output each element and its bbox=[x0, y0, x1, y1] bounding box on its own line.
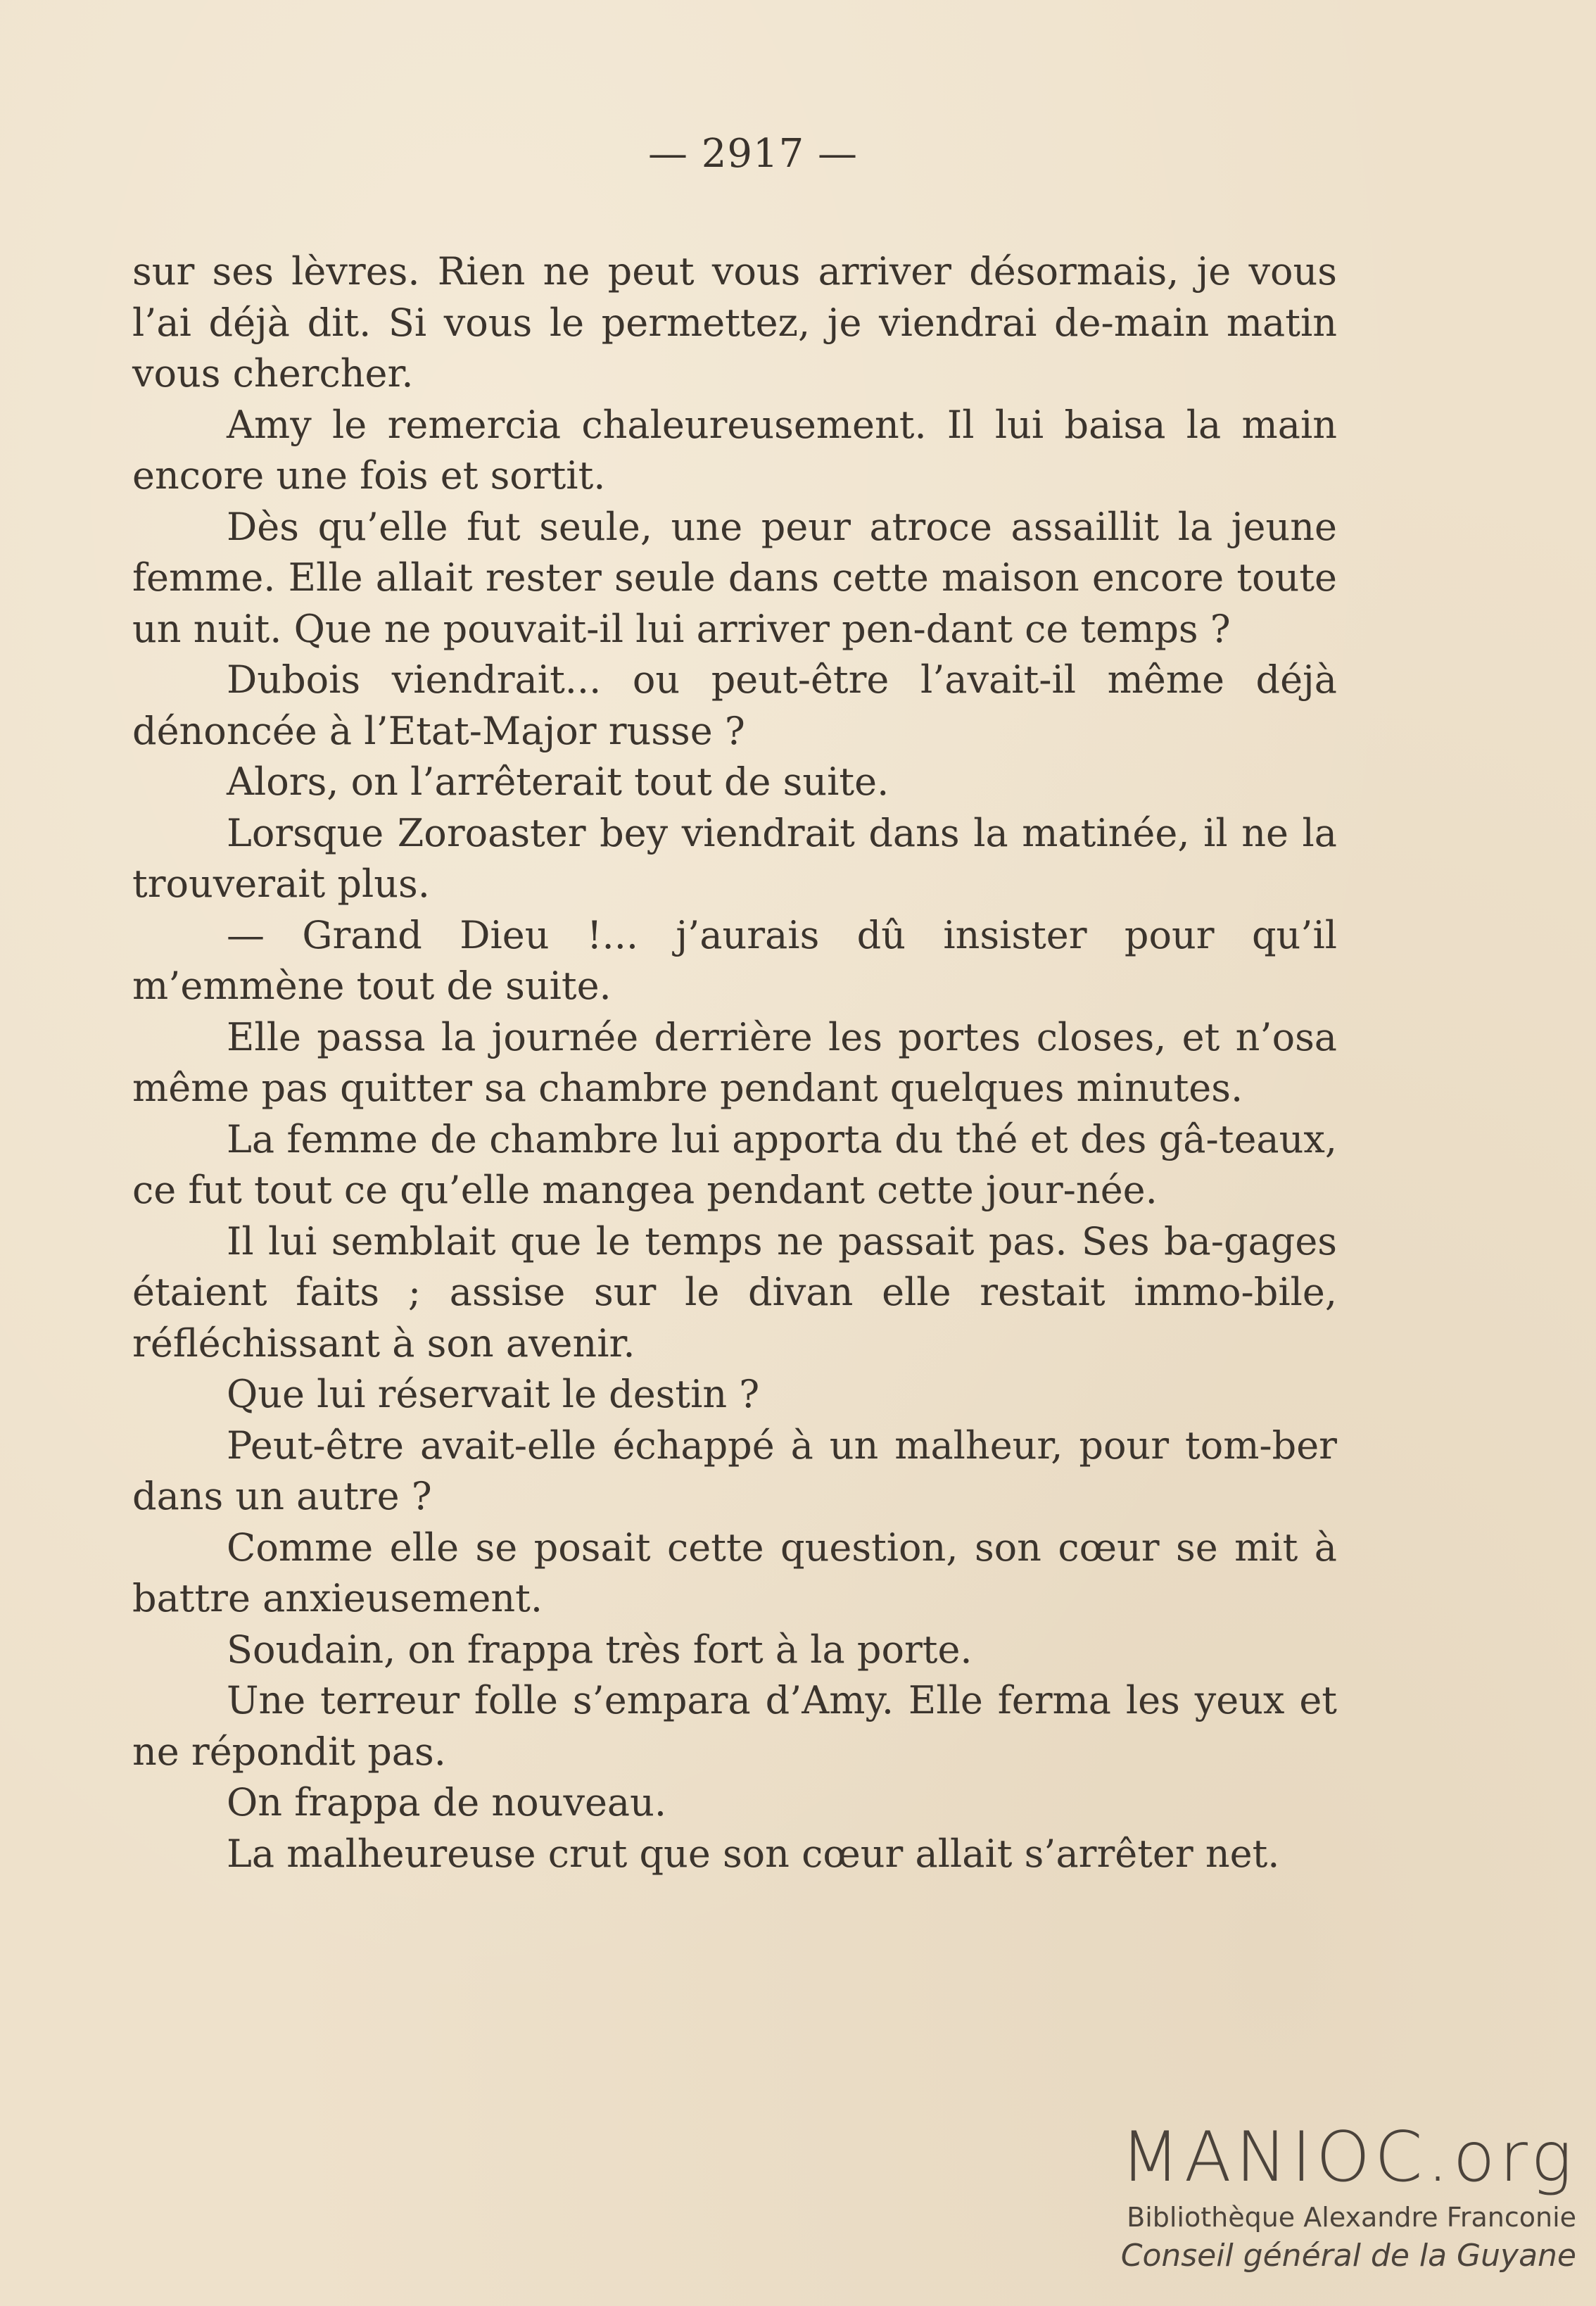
paragraph-14: Soudain, on frappa très fort à la porte. bbox=[227, 1627, 973, 1672]
page-number: — 2917 — bbox=[647, 131, 859, 177]
paragraph-12: Peut-être avait-elle échappé à un malheur, pour tom-ber dans un autre ? bbox=[132, 1423, 1337, 1518]
library-name: Bibliothèque Alexandre Franconie bbox=[1127, 2202, 1576, 2233]
paragraph-17: La malheureuse crut que son cœur allait s’arrêter net. bbox=[227, 1831, 1280, 1876]
council-name: Conseil général de la Guyane bbox=[1120, 2238, 1576, 2274]
paragraph-8: Elle passa la journée derrière les portes closes, et n’osa même pas quitter sa chambre pendant quelques minutes. bbox=[132, 1014, 1337, 1110]
manioc-logo: MANIOC.org bbox=[1120, 2117, 1576, 2198]
paragraph-4: Dubois viendrait... ou peut-être l’avait-il même déjà dénoncée à l’Etat-Major russe ? bbox=[132, 657, 1337, 753]
body-text bbox=[132, 246, 1337, 1879]
paragraph-9: La femme de chambre lui apporta du thé et des gâ-teaux, ce fut tout ce qu’elle mangea pendant cette jour-née. bbox=[132, 1116, 1337, 1212]
paragraph-1: sur ses lèvres. Rien ne peut vous arriver désormais, je vous l’ai déjà dit. Si vous le permettez, je viendrai de-main matin vous chercher. bbox=[132, 249, 1337, 396]
paragraph-5: Alors, on l’arrêterait tout de suite. bbox=[227, 760, 889, 804]
paragraph-11: Que lui réservait le destin ? bbox=[227, 1372, 760, 1416]
paragraph-2: Amy le remercia chaleureusement. Il lui baisa la main encore une fois et sortit. bbox=[132, 402, 1337, 498]
manioc-watermark bbox=[1084, 2119, 1576, 2276]
paragraph-7: — Grand Dieu !... j’aurais dû insister pour qu’il m’emmène tout de suite. bbox=[132, 912, 1337, 1008]
paragraph-3: Dès qu’elle fut seule, une peur atroce assaillit la jeune femme. Elle allait rester seule dans cette maison encore toute un nuit. Que ne pouvait-il lui arriver pen-dant ce temps ? bbox=[132, 504, 1337, 651]
paragraph-10: Il lui semblait que le temps ne passait pas. Ses ba-gages étaient faits ; assise sur le divan elle restait immo-bile, réfléchissant à son avenir. bbox=[132, 1218, 1337, 1366]
paragraph-13: Comme elle se posait cette question, son cœur se mit à battre anxieusement. bbox=[132, 1525, 1337, 1620]
paragraph-15: Une terreur folle s’empara d’Amy. Elle ferma les yeux et ne répondit pas. bbox=[132, 1678, 1337, 1774]
paragraph-16: On frappa de nouveau. bbox=[227, 1780, 667, 1825]
paragraph-6: Lorsque Zoroaster bey viendrait dans la matinée, il ne la trouverait plus. bbox=[132, 810, 1337, 906]
